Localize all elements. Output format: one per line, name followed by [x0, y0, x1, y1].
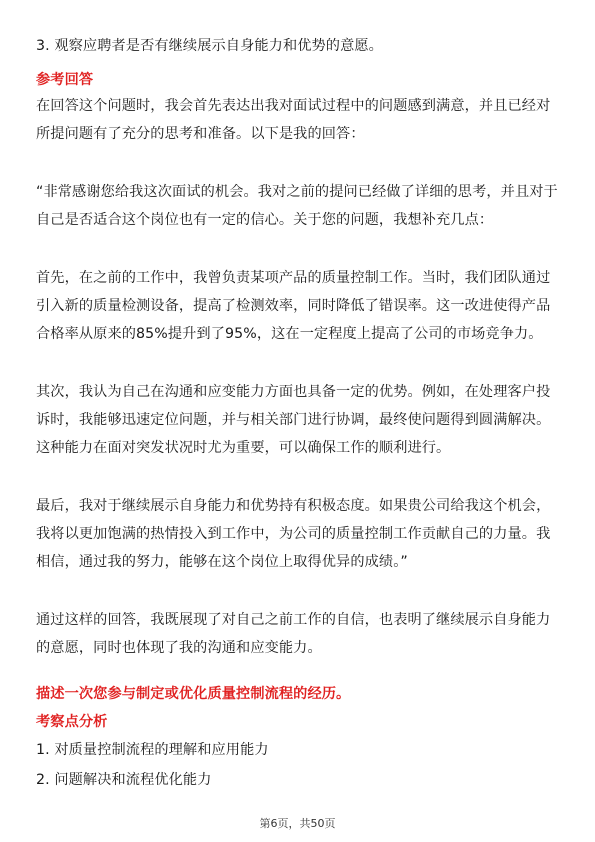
- answer-intro-line-2: 所提问题有了充分的思考和准备。以下是我的回答：: [36, 126, 365, 142]
- answer-intro-line-1: 在回答这个问题时，我会首先表达出我对面试过程中的问题感到满意，并且已经对: [36, 98, 551, 114]
- para-last-line-3: 相信，通过我的努力，能够在这个岗位上取得优异的成绩。”: [36, 554, 408, 570]
- para-first-line-2: 引入新的质量检测设备，提高了检测效率，同时降低了错误率。这一改进使得产品: [36, 298, 551, 314]
- quote-para-1-line-1: “非常感谢您给我这次面试的机会。我对之前的提问已经做了详细的思考，并且对于: [36, 184, 558, 200]
- para-last-line-2: 我将以更加饱满的热情投入到工作中，为公司的质量控制工作贡献自己的力量。我: [36, 526, 551, 542]
- para-second-line-1: 其次，我认为自己在沟通和应变能力方面也具备一定的优势。例如，在处理客户投: [36, 384, 551, 400]
- para-conclusion-line-2: 的意愿，同时也体现了我的沟通和应变能力。: [36, 640, 322, 656]
- analysis-item-2: 2. 问题解决和流程优化能力: [36, 772, 212, 788]
- page-footer: 第6页，共50页: [259, 817, 336, 830]
- answer-heading: 参考回答: [36, 72, 94, 88]
- para-first-line-3: 合格率从原来的85%提升到了95%，这在一定程度上提高了公司的市场竞争力。: [36, 326, 543, 342]
- para-second-line-3: 这种能力在面对突发状况时尤为重要，可以确保工作的顺利进行。: [36, 440, 451, 456]
- question-heading: 描述一次您参与制定或优化质量控制流程的经历。: [36, 686, 351, 702]
- para-first-line-1: 首先，在之前的工作中，我曾负责某项产品的质量控制工作。当时，我们团队通过: [36, 270, 551, 286]
- para-last-line-1: 最后，我对于继续展示自身能力和优势持有积极态度。如果贵公司给我这个机会，: [36, 498, 551, 514]
- para-second-line-2: 诉时，我能够迅速定位问题，并与相关部门进行协调，最终使问题得到圆满解决。: [36, 412, 551, 428]
- intro-item-3: 3. 观察应聘者是否有继续展示自身能力和优势的意愿。: [36, 38, 383, 54]
- quote-para-1-line-2: 自己是否适合这个岗位也有一定的信心。关于您的问题，我想补充几点：: [36, 212, 494, 228]
- analysis-heading: 考察点分析: [36, 714, 108, 730]
- analysis-item-1: 1. 对质量控制流程的理解和应用能力: [36, 742, 269, 758]
- para-conclusion-line-1: 通过这样的回答，我既展现了对自己之前工作的自信，也表明了继续展示自身能力: [36, 612, 551, 628]
